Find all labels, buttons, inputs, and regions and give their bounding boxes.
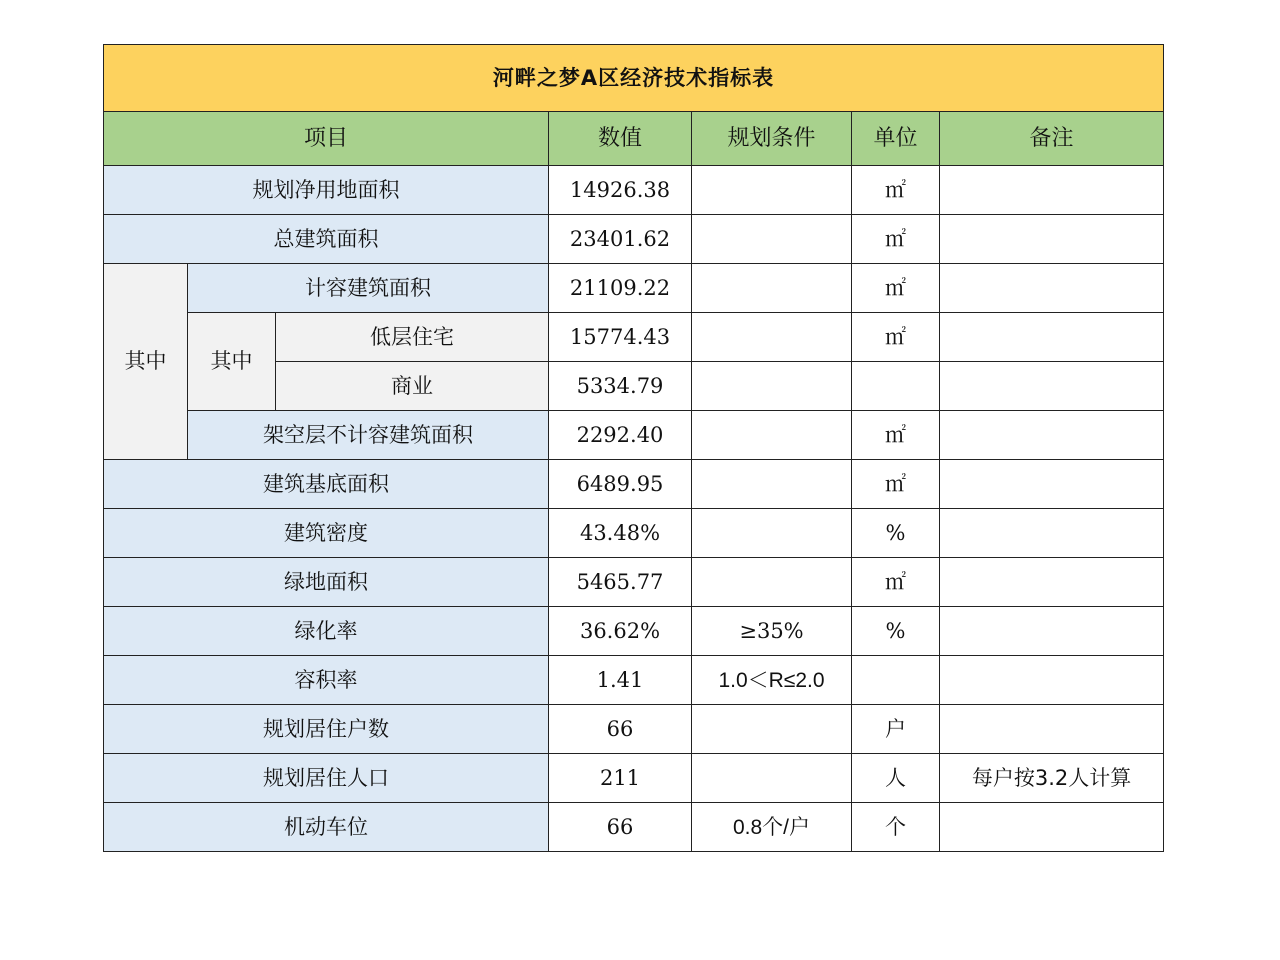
row-value: 6489.95 bbox=[549, 460, 692, 509]
row-note bbox=[940, 509, 1164, 558]
table-row bbox=[104, 754, 1164, 803]
table-row bbox=[104, 166, 1164, 215]
table-title: 河畔之梦A区经济技术指标表 bbox=[104, 45, 1164, 112]
row-unit: ㎡ bbox=[852, 313, 940, 362]
row-unit: 个 bbox=[852, 803, 940, 852]
row-value: 66 bbox=[549, 803, 692, 852]
table-row bbox=[104, 215, 1164, 264]
header-value: 数值 bbox=[549, 112, 692, 166]
row-item: 商业 bbox=[276, 362, 549, 411]
row-note bbox=[940, 215, 1164, 264]
table-row bbox=[104, 558, 1164, 607]
table-row bbox=[104, 803, 1164, 852]
row-item: 规划净用地面积 bbox=[104, 166, 549, 215]
row-unit: % bbox=[852, 509, 940, 558]
row-note bbox=[940, 460, 1164, 509]
row-value: 1.41 bbox=[549, 656, 692, 705]
row-item: 规划居住户数 bbox=[104, 705, 549, 754]
row-item: 计容建筑面积 bbox=[188, 264, 549, 313]
row-condition bbox=[692, 313, 852, 362]
row-item: 建筑基底面积 bbox=[104, 460, 549, 509]
row-unit: ㎡ bbox=[852, 215, 940, 264]
table-row bbox=[104, 509, 1164, 558]
row-unit: ㎡ bbox=[852, 558, 940, 607]
table-row bbox=[104, 313, 1164, 362]
row-condition: 0.8个/户 bbox=[692, 803, 852, 852]
row-item: 绿化率 bbox=[104, 607, 549, 656]
header-item: 项目 bbox=[104, 112, 549, 166]
row-value: 15774.43 bbox=[549, 313, 692, 362]
header-unit: 单位 bbox=[852, 112, 940, 166]
row-value: 23401.62 bbox=[549, 215, 692, 264]
row-item: 容积率 bbox=[104, 656, 549, 705]
row-value: 2292.40 bbox=[549, 411, 692, 460]
row-item: 建筑密度 bbox=[104, 509, 549, 558]
row-note: 每户按3.2人计算 bbox=[940, 754, 1164, 803]
group-label-inner: 其中 bbox=[188, 313, 276, 411]
row-unit: ㎡ bbox=[852, 460, 940, 509]
economic-indicators-table bbox=[103, 44, 1164, 852]
row-note bbox=[940, 411, 1164, 460]
row-item: 规划居住人口 bbox=[104, 754, 549, 803]
row-unit: % bbox=[852, 607, 940, 656]
row-item: 架空层不计容建筑面积 bbox=[188, 411, 549, 460]
row-condition bbox=[692, 264, 852, 313]
table-row bbox=[104, 607, 1164, 656]
row-value: 43.48% bbox=[549, 509, 692, 558]
row-note bbox=[940, 313, 1164, 362]
row-item: 总建筑面积 bbox=[104, 215, 549, 264]
row-note bbox=[940, 558, 1164, 607]
table-row bbox=[104, 411, 1164, 460]
row-unit: ㎡ bbox=[852, 411, 940, 460]
row-condition bbox=[692, 509, 852, 558]
row-note bbox=[940, 166, 1164, 215]
row-unit: 人 bbox=[852, 754, 940, 803]
row-unit: ㎡ bbox=[852, 264, 940, 313]
row-unit bbox=[852, 362, 940, 411]
header-note: 备注 bbox=[940, 112, 1164, 166]
row-note bbox=[940, 362, 1164, 411]
row-value: 211 bbox=[549, 754, 692, 803]
row-note bbox=[940, 705, 1164, 754]
row-value: 5465.77 bbox=[549, 558, 692, 607]
row-condition bbox=[692, 705, 852, 754]
row-item: 机动车位 bbox=[104, 803, 549, 852]
row-condition bbox=[692, 754, 852, 803]
row-condition bbox=[692, 362, 852, 411]
row-condition bbox=[692, 411, 852, 460]
row-note bbox=[940, 264, 1164, 313]
row-item: 绿地面积 bbox=[104, 558, 549, 607]
row-value: 36.62% bbox=[549, 607, 692, 656]
row-note bbox=[940, 607, 1164, 656]
row-condition: ≥35% bbox=[692, 607, 852, 656]
row-condition bbox=[692, 166, 852, 215]
table-row bbox=[104, 460, 1164, 509]
row-value: 66 bbox=[549, 705, 692, 754]
header-row bbox=[104, 112, 1164, 166]
row-condition: 1.0＜R≤2.0 bbox=[692, 656, 852, 705]
table-row bbox=[104, 264, 1164, 313]
row-unit: ㎡ bbox=[852, 166, 940, 215]
row-condition bbox=[692, 558, 852, 607]
row-condition bbox=[692, 215, 852, 264]
row-value: 14926.38 bbox=[549, 166, 692, 215]
row-condition bbox=[692, 460, 852, 509]
row-value: 5334.79 bbox=[549, 362, 692, 411]
table-row bbox=[104, 656, 1164, 705]
row-note bbox=[940, 656, 1164, 705]
row-unit: 户 bbox=[852, 705, 940, 754]
row-note bbox=[940, 803, 1164, 852]
row-value: 21109.22 bbox=[549, 264, 692, 313]
table-row bbox=[104, 705, 1164, 754]
row-item: 低层住宅 bbox=[276, 313, 549, 362]
row-unit bbox=[852, 656, 940, 705]
group-label-outer: 其中 bbox=[104, 264, 188, 460]
header-condition: 规划条件 bbox=[692, 112, 852, 166]
